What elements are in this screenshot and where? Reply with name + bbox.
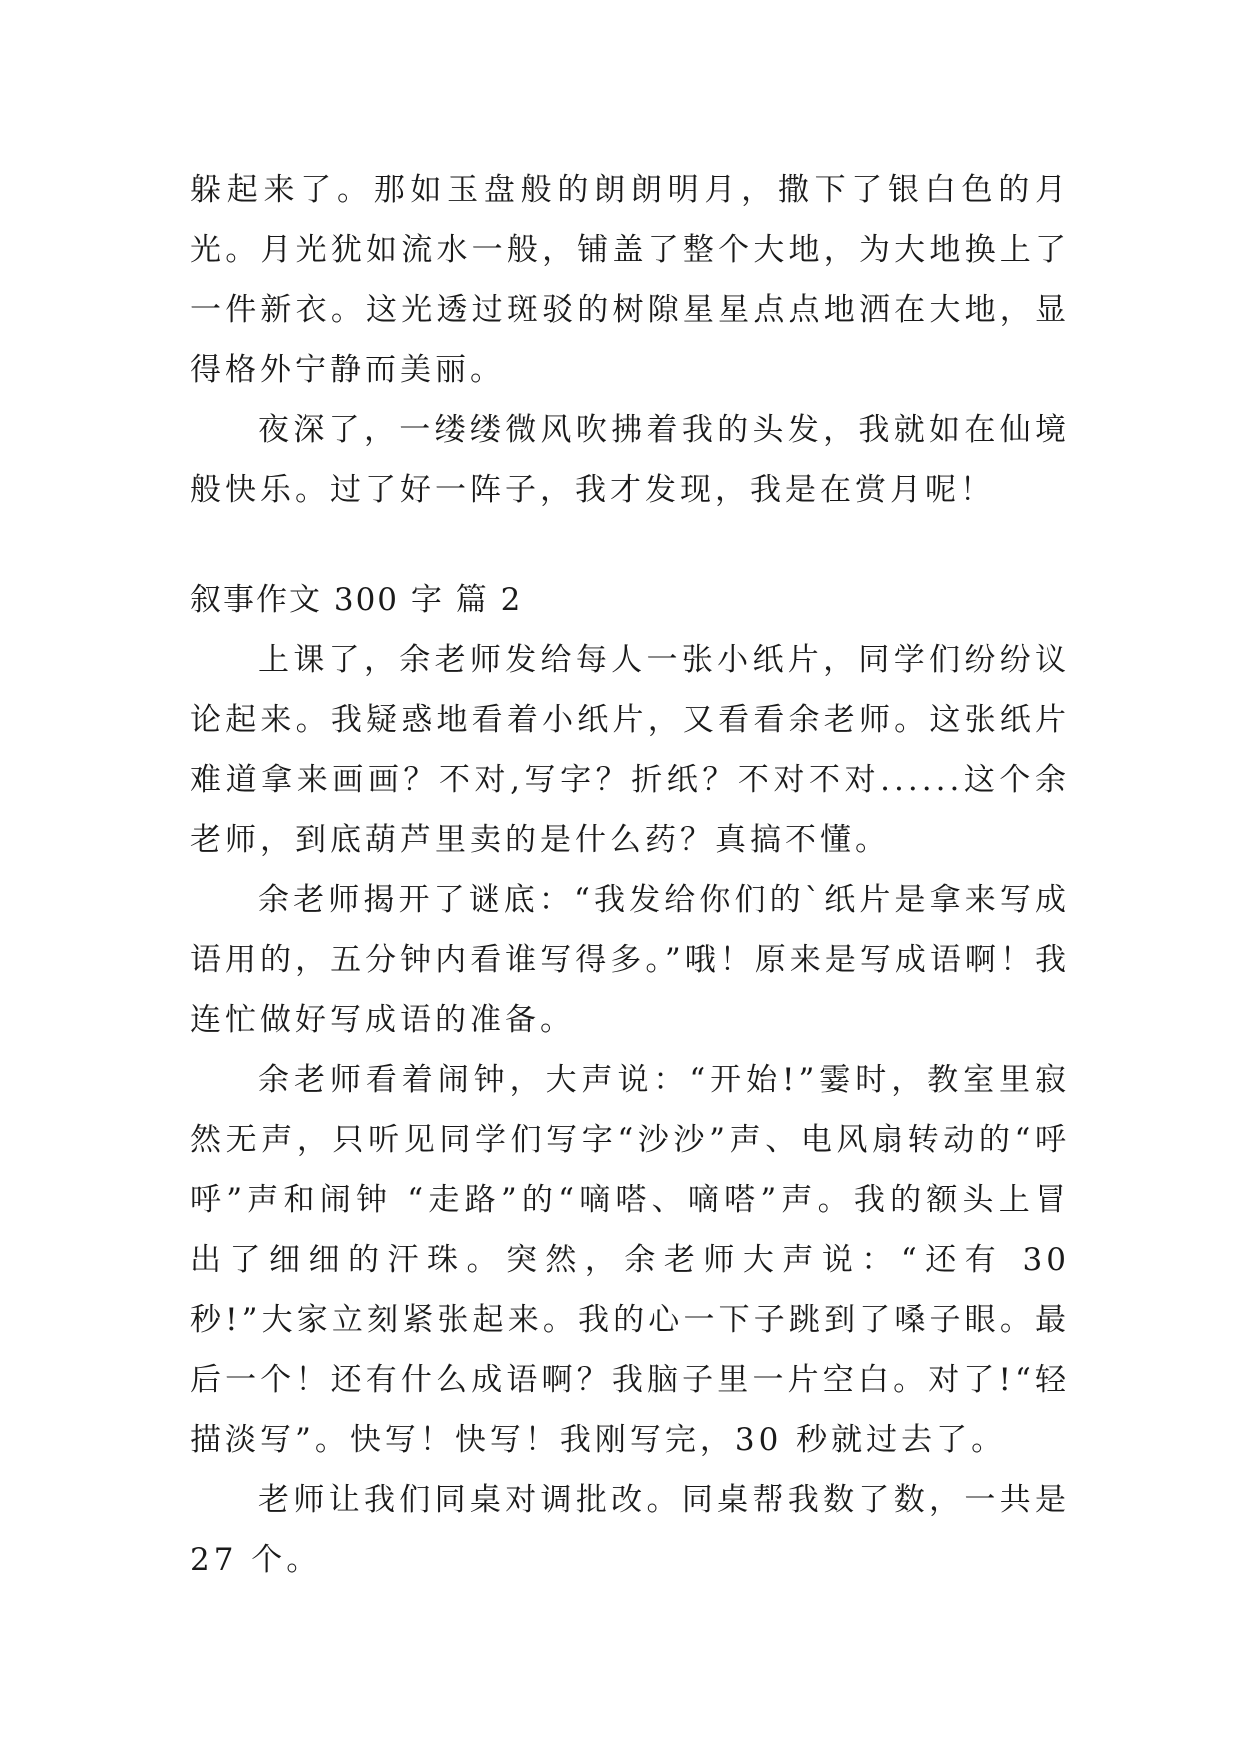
paragraph-night-breeze: 夜深了，一缕缕微风吹拂着我的头发，我就如在仙境般快乐。过了好一阵子，我才发现，我是在赏月呢！ <box>190 412 1070 508</box>
section-heading: 叙事作文 300 字 篇 2 <box>190 582 523 618</box>
paragraph-result: 老师让我们同桌对调批改。同桌帮我数了数，一共是 27 个。 <box>190 1482 1070 1578</box>
article-body <box>190 160 1070 1590</box>
paragraph-riddle-revealed: 余老师揭开了谜底：“我发给你们的`纸片是拿来写成语用的，五分钟内看谁写得多。”哦！原来是写成语啊！我连忙做好写成语的准备。 <box>190 882 1070 1038</box>
paragraph-moonlight: 躲起来了。那如玉盘般的朗朗明月，撒下了银白色的月光。月光犹如流水一般，铺盖了整个大地，为大地换上了一件新衣。这光透过斑驳的树隙星星点点地洒在大地，显得格外宁静而美丽。 <box>190 172 1070 388</box>
paragraph-writing-race: 余老师看着闹钟，大声说：“开始!”霎时，教室里寂然无声，只听见同学们写字“沙沙”声、电风扇转动的“呼呼”声和闹钟 “走路”的“嘀嗒、嘀嗒”声。我的额头上冒出了细细的汗珠。突然，余老师大声说：“还有 30 秒!”大家立刻紧张起来。我的心一下子跳到了嗓子眼。最后一个！还有什么成语啊？我脑子里一片空白。对了!“轻描淡写”。快写！快写！我刚写完，30 秒就过去了。 <box>190 1062 1070 1458</box>
paragraph-class-start: 上课了，余老师发给每人一张小纸片，同学们纷纷议论起来。我疑惑地看着小纸片，又看看余老师。这张纸片难道拿来画画？不对,写字？折纸？不对不对......这个余老师，到底葫芦里卖的是什么药？真搞不懂。 <box>190 642 1070 858</box>
